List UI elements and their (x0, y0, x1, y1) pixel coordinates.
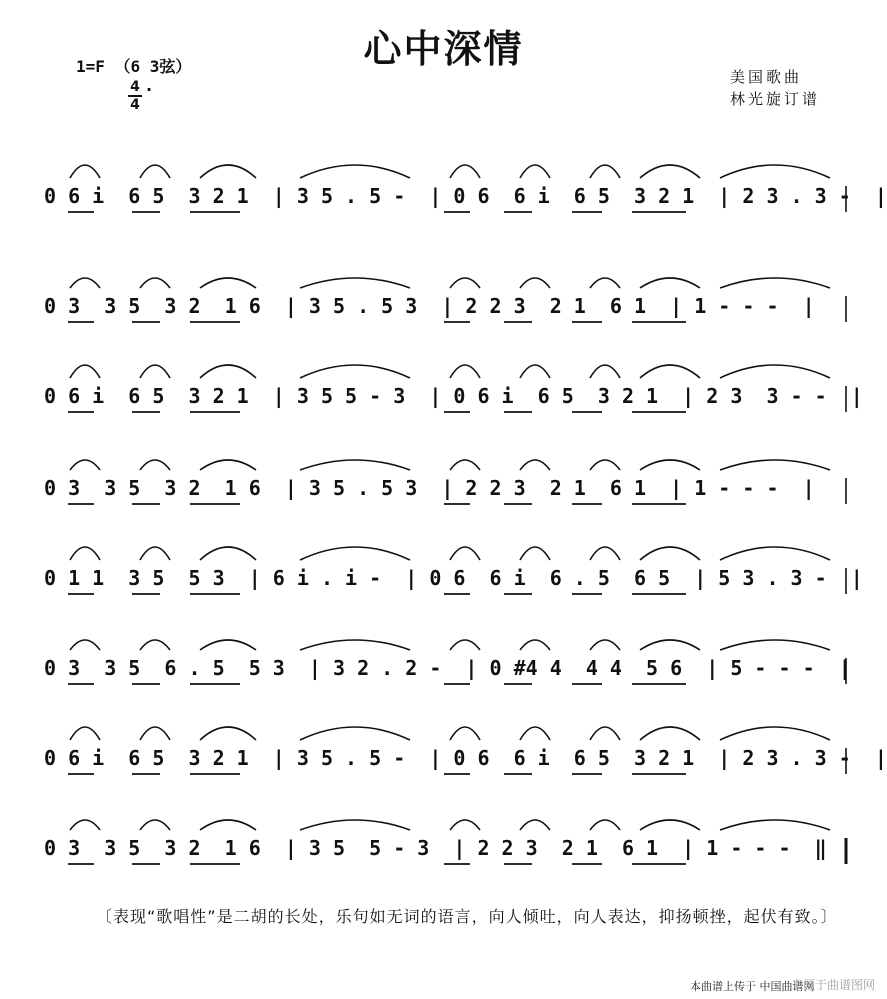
slur-mark (450, 278, 480, 288)
slur-mark (300, 278, 410, 288)
slur-mark (140, 547, 170, 560)
time-signature-top: 4 (130, 79, 140, 95)
slur-layer (0, 128, 887, 238)
slur-mark (520, 547, 550, 560)
score-system (0, 780, 887, 890)
slur-mark (590, 165, 620, 178)
slur-mark (450, 165, 480, 178)
slur-mark (300, 460, 410, 470)
notes-line: 0 6 i 6 5 3 2 1 | 3 5 . 5 - | 0 6 6 i 6 5 3 2 1 | 2 3 . 3 - | (44, 184, 887, 208)
slur-mark (640, 820, 700, 830)
slur-layer (0, 780, 887, 890)
slur-mark (450, 820, 480, 830)
slur-mark (590, 365, 620, 378)
slur-mark (70, 165, 100, 178)
slur-mark (520, 460, 550, 470)
slur-mark (520, 640, 550, 650)
slur-mark (140, 278, 170, 288)
slur-mark (520, 365, 550, 378)
slur-mark (520, 165, 550, 178)
slur-mark (300, 820, 410, 830)
slur-mark (520, 727, 550, 740)
performance-note: 〔表现“歌唱性”是二胡的长处，乐句如无词的语言，向人倾吐，向人表达，抑扬顿挫，起伏有致。〕 (96, 907, 838, 926)
slur-mark (140, 365, 170, 378)
slur-mark (300, 727, 410, 740)
slur-mark (200, 727, 256, 740)
slur-mark (140, 460, 170, 470)
slur-mark (70, 278, 100, 288)
slur-mark (450, 727, 480, 740)
slur-mark (70, 820, 100, 830)
slur-mark (300, 640, 410, 650)
slur-mark (640, 640, 700, 650)
notes-line: 0 3 3 5 6 . 5 5 3 | 3 2 . 2 - | 0 #4 4 4 4 5 6 | 5 - - - | (44, 656, 851, 680)
time-signature-bottom: 4 (130, 97, 140, 113)
notes-line: 0 1 1 3 5 5 3 | 6 i . i - | 0 6 6 i 6 . 5 6 5 | 5 3 . 3 - | (44, 566, 863, 590)
slur-mark (300, 365, 410, 378)
slur-mark (450, 640, 480, 650)
footer-credit: 本曲谱上传于 中国曲谱网 (690, 980, 815, 993)
slur-mark (300, 547, 410, 560)
slur-mark (720, 165, 830, 178)
slur-mark (720, 547, 830, 560)
slur-mark (450, 365, 480, 378)
slur-mark (720, 640, 830, 650)
slur-mark (640, 460, 700, 470)
slur-mark (70, 460, 100, 470)
slur-mark (70, 365, 100, 378)
notes-line: 0 3 3 5 3 2 1 6 | 3 5 5 - 3 | 2 2 3 2 1 6 1 | 1 - - - ‖ (44, 836, 827, 860)
notes-line: 0 3 3 5 3 2 1 6 | 3 5 . 5 3 | 2 2 3 2 1 6 1 | 1 - - - | (44, 476, 815, 500)
slur-mark (720, 727, 830, 740)
slur-mark (640, 278, 700, 288)
slur-mark (640, 165, 700, 178)
slur-mark (70, 547, 100, 560)
slur-mark (140, 727, 170, 740)
slur-mark (140, 640, 170, 650)
slur-mark (200, 165, 256, 178)
slur-mark (590, 278, 620, 288)
slur-mark (720, 460, 830, 470)
slur-mark (520, 820, 550, 830)
source-watermark: 来源于曲谱图网 (790, 978, 875, 992)
score-system (0, 128, 887, 238)
slur-mark (590, 460, 620, 470)
notes-line: 0 6 i 6 5 3 2 1 | 3 5 . 5 - | 0 6 6 i 6 5 3 2 1 | 2 3 . 3 - | (44, 746, 887, 770)
page-title: 心中深情 (363, 27, 524, 71)
time-signature-dot: · (146, 80, 153, 99)
composer-credit (730, 66, 820, 110)
slur-mark (200, 278, 256, 288)
slur-mark (300, 165, 410, 178)
slur-mark (590, 727, 620, 740)
notes-line: 0 3 3 5 3 2 1 6 | 3 5 . 5 3 | 2 2 3 2 1 6 1 | 1 - - - | (44, 294, 815, 318)
composer-line: 美国歌曲 (730, 68, 803, 86)
slur-mark (200, 460, 256, 470)
slur-mark (70, 727, 100, 740)
time-signature (128, 80, 142, 112)
slur-mark (640, 727, 700, 740)
slur-mark (640, 365, 700, 378)
slur-mark (720, 365, 830, 378)
slur-mark (200, 820, 256, 830)
slur-mark (450, 460, 480, 470)
slur-mark (450, 547, 480, 560)
slur-mark (590, 547, 620, 560)
slur-mark (200, 640, 256, 650)
slur-mark (200, 365, 256, 378)
notes-line: 0 6 i 6 5 3 2 1 | 3 5 5 - 3 | 0 6 i 6 5 3 2 1 | 2 3 3 - - | (44, 384, 863, 408)
key-signature: 1=F （6 3弦） (76, 57, 192, 76)
slur-mark (140, 165, 170, 178)
slur-mark (720, 820, 830, 830)
slur-mark (70, 640, 100, 650)
slur-mark (720, 278, 830, 288)
slur-mark (140, 820, 170, 830)
slur-mark (640, 547, 700, 560)
slur-mark (590, 820, 620, 830)
slur-mark (520, 278, 550, 288)
slur-mark (200, 547, 256, 560)
arranger-line: 林光旋订谱 (730, 90, 821, 108)
slur-mark (590, 640, 620, 650)
